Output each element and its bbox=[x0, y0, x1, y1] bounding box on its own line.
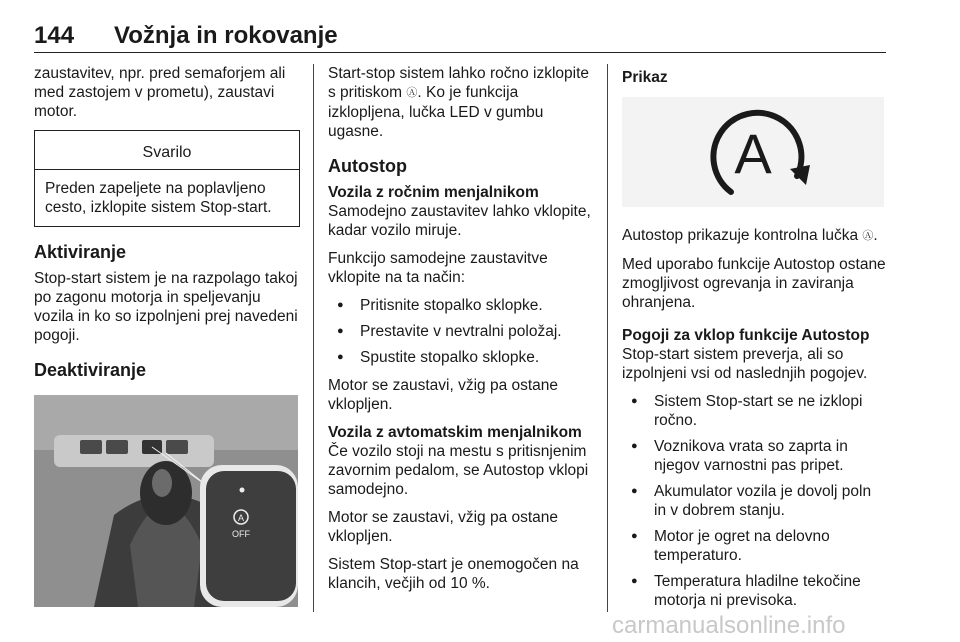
list-item: ● Spustite stopalko sklopke. bbox=[328, 348, 594, 367]
auto-gearbox-paragraph: Če vozilo stoji na mestu s pritisnjenim zavornim pedalom, se Autostop vklopi samodejno. bbox=[328, 443, 589, 498]
list-item: ● Akumulator vozila je dovolj poln in v dobrem stanju. bbox=[622, 482, 886, 520]
manual-off-paragraph bbox=[328, 64, 594, 141]
engine-stop-paragraph: Motor se zaustavi, vžig pa ostane vklopljen. bbox=[328, 377, 559, 413]
warning-title: Svarilo bbox=[35, 131, 299, 170]
conditions-intro: Stop-start sistem preverja, ali so izpolnjeni vsi od naslednjih pogojev. bbox=[622, 346, 868, 382]
page-number: 144 bbox=[34, 22, 75, 49]
disabled-paragraph: Sistem Stop-start je onemogočen na klancih, večjih od 10 %. bbox=[328, 556, 579, 592]
autostop-icon: Ⓐ bbox=[862, 230, 874, 242]
procedure-list bbox=[328, 296, 594, 367]
heading-activation: Aktiviranje bbox=[34, 242, 127, 262]
heading-deactivation: Deaktiviranje bbox=[34, 360, 147, 380]
column-divider bbox=[313, 64, 314, 612]
manual-gearbox-paragraph: Samodejno zaustavitev lahko vklopite, kadar vozilo miruje. bbox=[328, 203, 591, 239]
engine-stop-paragraph-2: Motor se zaustavi, vžig pa ostane vklopljen. bbox=[328, 509, 559, 545]
comfort-paragraph: Med uporabo funkcije Autostop ostane zmogljivost ogrevanja in zaviranja ohranjena. bbox=[622, 256, 886, 311]
heading-conditions: Pogoji za vklop funkcije Autostop bbox=[622, 327, 870, 344]
indicator-letter: A bbox=[734, 122, 772, 185]
svg-text:A: A bbox=[237, 513, 245, 523]
list-item: ● Prestavite v nevtralni položaj. bbox=[328, 322, 594, 341]
heading-auto-gearbox: Vozila z avtomatskim menjalnikom bbox=[328, 424, 582, 441]
intro-paragraph: zaustavitev, npr. pred semaforjem ali med zastojem v prometu), zaustavi motor. bbox=[34, 65, 286, 120]
autostop-icon: Ⓐ bbox=[406, 87, 418, 99]
column-left bbox=[34, 64, 300, 612]
column-middle bbox=[328, 64, 594, 602]
procedure-intro: Funkcijo samodejne zaustavitve vklopite na ta način: bbox=[328, 250, 548, 286]
list-item: ● Voznikova vrata so zaprta in njegov varnostni pas pripet. bbox=[622, 437, 886, 475]
heading-manual-gearbox: Vozila z ročnim menjalnikom bbox=[328, 184, 539, 201]
display-text: Autostop prikazuje kontrolna lučka bbox=[622, 227, 859, 244]
warning-text: Preden zapeljete na poplavljeno cesto, izklopite sistem Stop-start. bbox=[45, 180, 272, 216]
page-header bbox=[34, 20, 886, 53]
column-right bbox=[622, 64, 886, 619]
off-button-label: OFF bbox=[232, 529, 250, 539]
heading-autostop: Autostop bbox=[328, 156, 407, 176]
column-divider bbox=[607, 64, 608, 612]
list-item: ● Sistem Stop-start se ne izklopi ročno. bbox=[622, 392, 886, 430]
page-title: Vožnja in rokovanje bbox=[114, 22, 338, 49]
list-item: ● Temperatura hladilne tekočine motorja ni previsoka. bbox=[622, 572, 886, 610]
conditions-list bbox=[622, 392, 886, 610]
display-text-end: . bbox=[873, 227, 878, 244]
center-console-photo bbox=[34, 395, 298, 607]
watermark: carmanualsonline.info bbox=[612, 612, 846, 639]
manual-off-text: Start-stop sistem lahko ročno izklopite s pritiskom bbox=[328, 65, 590, 101]
warning-box bbox=[34, 130, 300, 227]
manual-off-text-end: . Ko je funkcija izklopljena, lučka LED v gumbu ugasne. bbox=[328, 84, 544, 140]
display-paragraph bbox=[622, 226, 886, 246]
list-item: ● Motor je ogret na delovno temperaturo. bbox=[622, 527, 886, 565]
heading-display: Prikaz bbox=[622, 69, 668, 86]
list-item: ● Pritisnite stopalko sklopke. bbox=[328, 296, 594, 315]
autostop-indicator-figure bbox=[622, 97, 884, 207]
activation-paragraph: Stop-start sistem je na razpolago takoj po zagonu motorja in speljevanju vozila in ko so izpolnjeni prej navedeni pogoji. bbox=[34, 270, 298, 344]
